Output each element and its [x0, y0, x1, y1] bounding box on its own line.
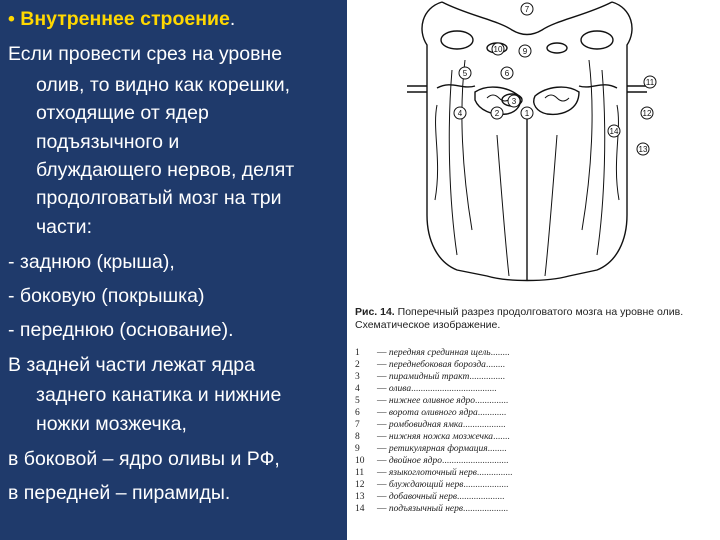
diagram-marker: 10	[493, 45, 503, 54]
text-line: блуждающего нервов, делят	[36, 159, 295, 181]
caption-label: Рис. 14.	[355, 306, 395, 318]
legend-item: 8 — нижняя ножка мозжечка.......	[355, 432, 510, 442]
diagram-marker: 6	[504, 69, 510, 78]
text-line: части:	[36, 216, 92, 238]
text-line: олив, то видно как корешки,	[36, 74, 291, 96]
diagram-marker: 2	[494, 109, 500, 118]
legend-item: 9 — ретикулярная формация........	[355, 444, 507, 454]
legend-item: 2 — переднебоковая борозда........	[355, 360, 505, 370]
title-period: .	[229, 8, 236, 30]
legend-item: 11 — языкоглоточный нерв...............	[355, 468, 513, 478]
legend-item: 1 — передняя срединная щель........	[355, 348, 510, 358]
legend-item: 14 — подъязычный нерв...................	[355, 504, 509, 514]
diagram-marker: 11	[645, 78, 655, 87]
diagram-marker: 13	[638, 145, 648, 154]
legend-item: 10 — двойное ядро............................	[355, 456, 509, 466]
diagram-marker: 4	[457, 109, 463, 118]
caption-text: Поперечный разрез продолговатого мозга на уровне олив.	[397, 306, 684, 318]
legend-item: 5 — нижнее оливное ядро..............	[355, 396, 509, 406]
text-line: отходящие от ядер	[36, 102, 209, 124]
diagram-marker: 3	[511, 97, 517, 106]
text-line: в боковой – ядро оливы и РФ,	[8, 448, 280, 470]
diagram-marker: 1	[524, 109, 530, 118]
text-line: продолговатый мозг на три	[36, 187, 282, 209]
text-line: заднего канатика и нижние	[36, 384, 282, 406]
diagram-marker: 12	[642, 109, 652, 118]
title-bullet: •	[8, 8, 15, 30]
caption-text: Схематическое изображение.	[355, 319, 501, 331]
text-line: подъязычного и	[36, 131, 180, 153]
legend-item: 13 — добавочный нерв....................	[355, 492, 505, 502]
legend-item: 7 — ромбовидная ямка..................	[355, 420, 506, 430]
diagram-marker: 14	[609, 127, 619, 136]
title-line	[8, 7, 235, 31]
text-line: в передней – пирамиды.	[8, 482, 231, 504]
diagram-marker: 9	[522, 47, 528, 56]
figure-caption	[355, 306, 683, 332]
medulla-cross-section-diagram	[347, 0, 720, 300]
text-line: Если провести срез на уровне	[8, 43, 283, 65]
slide-text-panel	[0, 0, 347, 540]
text-line: ножки мозжечка,	[36, 413, 187, 435]
slide-title: Внутреннее строение	[20, 8, 230, 30]
text-line: - боковую (покрышка)	[8, 285, 205, 307]
text-line: В задней части лежат ядра	[8, 354, 255, 376]
legend-item: 12 — блуждающий нерв...................	[355, 480, 509, 490]
text-line: - переднюю (основание).	[8, 319, 234, 341]
text-line: - заднюю (крыша),	[8, 251, 175, 273]
legend-item: 4 — олива....................................	[355, 384, 497, 394]
diagram-marker: 7	[524, 5, 530, 14]
diagram-marker: 5	[462, 69, 468, 78]
legend-item: 3 — пирамидный тракт...............	[355, 372, 505, 382]
legend-item: 6 — ворота оливного ядра............	[355, 408, 507, 418]
figure-panel	[347, 0, 720, 540]
